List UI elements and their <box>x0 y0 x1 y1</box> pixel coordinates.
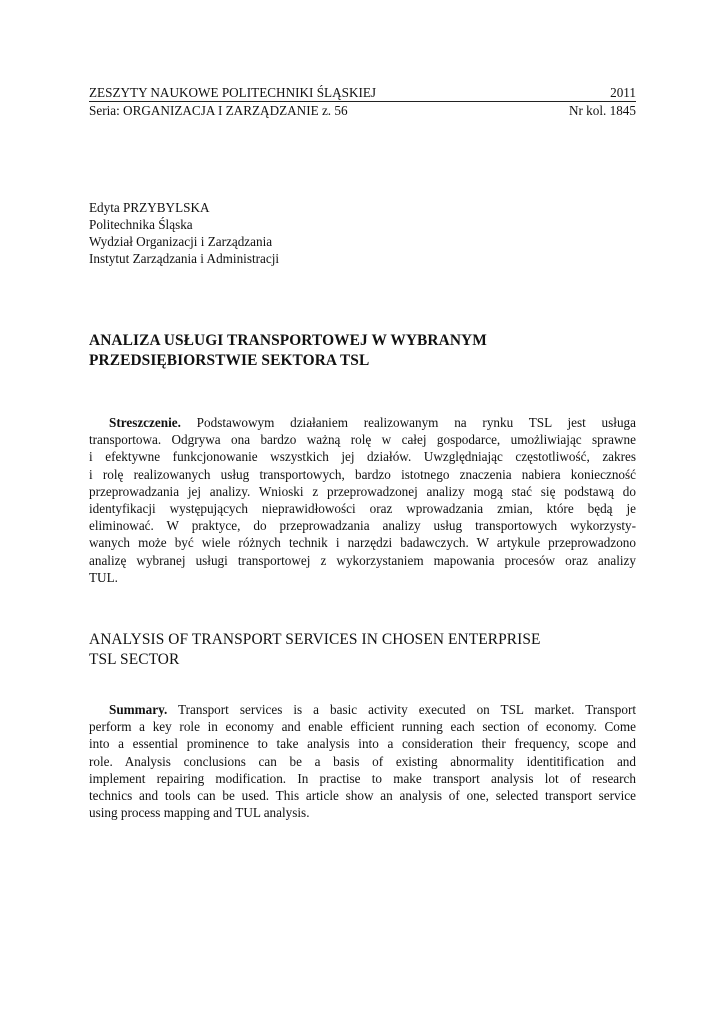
title-english <box>89 630 636 670</box>
abstract-polish-line: wanych może być wiele różnych technik i narzędzi badawczych. W artykule przeprowadzono <box>89 535 636 551</box>
abstract-english-line <box>89 701 636 718</box>
journal-name: ZESZYTY NAUKOWE POLITECHNIKI ŚLĄSKIEJ <box>89 85 377 100</box>
header-row-journal <box>89 84 636 102</box>
affiliation-faculty: Wydział Organizacji i Zarządzania <box>89 234 273 249</box>
abstract-english <box>89 701 636 821</box>
title-polish-line: ANALIZA USŁUGI TRANSPORTOWEJ W WYBRANYM <box>89 332 487 349</box>
affiliation-institute: Instytut Zarządzania i Administracji <box>89 251 280 266</box>
abstract-polish-line: analizę wybranej usługi transportowej z wykorzystaniem mapowania procesów oraz analizy <box>89 552 636 568</box>
abstract-polish <box>89 414 636 586</box>
abstract-polish-line: TUL. <box>89 569 118 585</box>
abstract-polish-line: identyfikacji występujących nieprawidłowości oraz wprowadzania zmian, które będą je <box>89 500 636 516</box>
abstract-polish-line <box>89 414 636 431</box>
affiliation-university: Politechnika Śląska <box>89 217 193 232</box>
journal-number: Nr kol. 1845 <box>568 103 636 118</box>
abstract-polish-line: eliminować. W praktyce, do przeprowadzania analizy usług transportowych wykorzysty- <box>89 518 636 534</box>
abstract-polish-line: i efektywne funkcjonowanie wszystkich jej działów. Uwzględniając częstotliwość, zakres <box>89 449 636 465</box>
author-block <box>89 199 279 267</box>
abstract-english-line: into a essential prominence to take analysis into a consideration their frequency, scope and <box>89 736 636 752</box>
journal-header <box>89 84 636 119</box>
header-row-series <box>89 102 636 119</box>
title-polish-line: PRZEDSIĘBIORSTWIE SEKTORA TSL <box>89 352 370 369</box>
abstract-polish-line: transportowa. Odgrywa ona bardzo ważną rolę w całej gospodarce, umożliwiając sprawne <box>89 432 636 448</box>
journal-year: 2011 <box>610 85 636 100</box>
title-english-line: ANALYSIS OF TRANSPORT SERVICES IN CHOSEN ENTERPRISE <box>89 631 541 648</box>
abstract-english-line: role. Analysis conclusions can be a basis of existing abnormality identitification and <box>89 753 636 769</box>
journal-series: Seria: ORGANIZACJA I ZARZĄDZANIE z. 56 <box>89 103 348 118</box>
abstract-english-line: perform a key role in economy and enable efficient running each section of economy. Come <box>89 719 636 735</box>
abstract-polish-line: i rolę realizowanych usług transportowych, bardzo istotnego znaczenia nabiera konieczność <box>89 466 636 482</box>
abstract-english-line: implement repairing modification. In practise to make transport analysis lot of research <box>89 770 636 786</box>
abstract-english-line: technics and tools can be used. This article show an analysis of one, selected transport service <box>89 787 636 803</box>
title-english-line: TSL SECTOR <box>89 651 180 668</box>
abstract-polish-label: Streszczenie. <box>109 415 181 430</box>
abstract-english-first-text: Transport services is a basic activity executed on TSL market. Transport <box>167 702 636 717</box>
abstract-polish-first-text: Podstawowym działaniem realizowanym na rynku TSL jest usługa <box>180 415 636 430</box>
abstract-english-label: Summary. <box>109 702 168 717</box>
title-polish <box>89 331 636 371</box>
abstract-polish-line: przeprowadzania jej analizy. Wnioski z przeprowadzonej analizy mogą stać się podstawą do <box>89 483 636 499</box>
author-name: Edyta PRZYBYLSKA <box>89 200 210 215</box>
abstract-english-line: using process mapping and TUL analysis. <box>89 805 310 821</box>
